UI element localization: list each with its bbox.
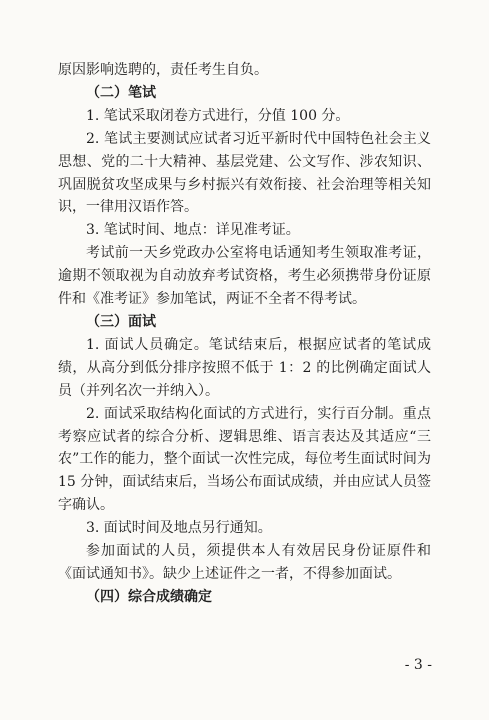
paragraph-interview-format: 2. 面试采取结构化面试的方式进行，实行百分制。重点考察应试者的综合分析、逻辑思维、语言表达及其适应“三农”工作的能力，整个面试一次性完成，每位考生面试时间为 15 分钟，面试结束后，当场公布面试成绩，并由应试人员签字确认。: [58, 405, 431, 514]
section-heading-interview: （三）面试: [86, 313, 156, 330]
paragraph-interview-documents: 参加面试的人员，须提供本人有效居民身份证原件和《面试通知书》。缺少上述证件之一者，不得参加面试。: [58, 543, 431, 582]
paragraph-admission-ticket: 考试前一天乡党政办公室将电话通知考生领取准考证，逾期不领取视为自动放弃考试资格，考生必须携带身份证原件和《准考证》参加笔试，两证不全者不得考试。: [58, 245, 431, 308]
paragraph-interview-candidates: 1. 面试人员确定。笔试结束后，根据应试者的笔试成绩，从高分到低分排序按照不低于 1：2 的比例确定面试人员（并列名次一并纳入）。: [58, 336, 431, 399]
section-heading-final-score: （四）综合成绩确定: [86, 588, 212, 605]
paragraph-written-exam-format: 1. 笔试采取闭卷方式进行，分值 100 分。: [86, 107, 350, 124]
section-heading-written-exam: （二）笔试: [86, 84, 156, 101]
page-number: - 3 -: [404, 657, 432, 673]
document-body: [58, 59, 431, 609]
paragraph-written-exam-time-place: 3. 笔试时间、地点：详见准考证。: [86, 222, 300, 239]
paragraph-continuation: 原因影响选聘的，责任考生自负。: [58, 62, 268, 78]
paragraph-interview-time-place: 3. 面试时间及地点另行通知。: [86, 520, 272, 537]
paragraph-written-exam-content: 2. 笔试主要测试应试者习近平新时代中国特色社会主义思想、党的二十大精神、基层党建、公文写作、涉农知识、巩固脱贫攻坚成果与乡村振兴有效衔接、社会治理等相关知识，一律用汉语作答。: [58, 130, 431, 216]
